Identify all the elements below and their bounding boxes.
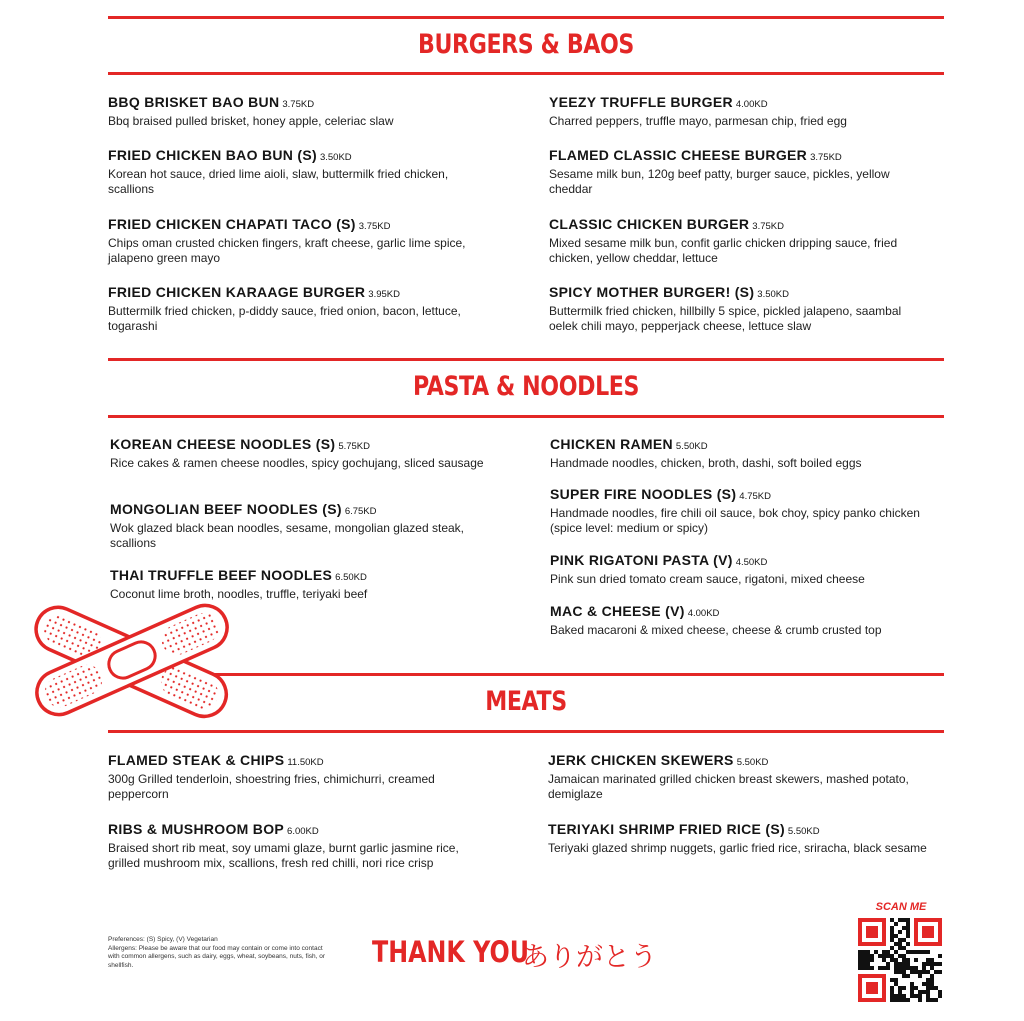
item-description: Wok glazed black bean noodles, sesame, mongolian glazed steak, scallions bbox=[110, 521, 464, 550]
menu-item bbox=[550, 603, 930, 638]
item-name: PINK RIGATONI PASTA (V) 4.50KD bbox=[550, 552, 768, 568]
menu-item bbox=[108, 94, 488, 129]
pasta-rule bbox=[108, 415, 944, 418]
item-name: RIBS & MUSHROOM BOP 6.00KD bbox=[108, 821, 319, 837]
item-price: 3.75KD bbox=[810, 152, 842, 163]
item-name: TERIYAKI SHRIMP FRIED RICE (S) 5.50KD bbox=[548, 821, 820, 837]
item-price: 4.00KD bbox=[687, 608, 720, 619]
item-price: 3.75KD bbox=[752, 221, 784, 232]
item-description: Charred peppers, truffle mayo, parmesan chip, fried egg bbox=[549, 114, 847, 128]
item-price: 4.75KD bbox=[739, 491, 771, 502]
scan-me-label: SCAN ME bbox=[875, 901, 927, 913]
section-title-meats: MEATS bbox=[485, 686, 567, 717]
item-description: Buttermilk fried chicken, hillbilly 5 spice, pickled jalapeno, saambal oelek chili mayo, pepperjack cheese, lettuce slaw bbox=[549, 304, 902, 333]
item-price: 3.50KD bbox=[319, 152, 352, 163]
item-description: Buttermilk fried chicken, p-diddy sauce, fried onion, bacon, lettuce, togarashi bbox=[108, 304, 461, 333]
item-description: Coconut lime broth, noodles, truffle, teriyaki beef bbox=[110, 587, 368, 601]
item-description: Chips oman crusted chicken fingers, kraft cheese, garlic lime spice, jalapeno green mayo bbox=[108, 236, 466, 265]
meats-rule bbox=[108, 730, 944, 733]
item-price: 3.50KD bbox=[757, 289, 789, 300]
item-description: Pink sun dried tomato cream sauce, rigatoni, mixed cheese bbox=[550, 572, 865, 586]
menu-item bbox=[108, 821, 488, 871]
menu-item bbox=[108, 216, 488, 266]
item-name: MAC & CHEESE (V) 4.00KD bbox=[550, 603, 720, 619]
item-description: Korean hot sauce, dried lime aioli, slaw, buttermilk fried chicken, scallions bbox=[108, 167, 449, 196]
item-description: Rice cakes & ramen cheese noodles, spicy gochujang, sliced sausage bbox=[110, 456, 484, 470]
menu-item bbox=[549, 284, 929, 334]
item-name: FRIED CHICKEN CHAPATI TACO (S) 3.75KD bbox=[108, 216, 391, 232]
menu-item bbox=[550, 436, 930, 471]
item-name: FLAMED CLASSIC CHEESE BURGER 3.75KD bbox=[549, 147, 842, 163]
menu-item bbox=[550, 486, 930, 536]
item-description: Sesame milk bun, 120g beef patty, burger sauce, pickles, yellow cheddar bbox=[549, 167, 890, 196]
pasta-top-rule bbox=[108, 358, 944, 361]
item-name: CHICKEN RAMEN 5.50KD bbox=[550, 436, 708, 452]
allergen-note bbox=[108, 936, 333, 970]
menu-item bbox=[549, 147, 929, 197]
allergens-text: Allergens: Please be aware that our food may contain or come into contact with common allergens, such as dairy, eggs, wheat, soybeans, nuts, fish, or shellfish. bbox=[108, 944, 326, 969]
item-price: 6.50KD bbox=[335, 572, 367, 583]
item-name: FRIED CHICKEN KARAAGE BURGER 3.95KD bbox=[108, 284, 400, 300]
thank-you-japanese: ありがとう bbox=[522, 942, 657, 972]
item-description: 300g Grilled tenderloin, shoestring fries, chimichurri, creamed peppercorn bbox=[108, 772, 435, 801]
item-name: MONGOLIAN BEEF NOODLES (S) 6.75KD bbox=[110, 501, 377, 517]
item-price: 5.50KD bbox=[675, 441, 708, 452]
item-name: YEEZY TRUFFLE BURGER 4.00KD bbox=[549, 94, 768, 110]
item-name: FLAMED STEAK & CHIPS 11.50KD bbox=[108, 752, 324, 768]
menu-item bbox=[108, 147, 488, 197]
item-name: JERK CHICKEN SKEWERS 5.50KD bbox=[548, 752, 769, 768]
qr-code-icon[interactable] bbox=[858, 918, 942, 1002]
item-price: 11.50KD bbox=[287, 757, 324, 768]
item-price: 6.75KD bbox=[344, 506, 377, 517]
thank-you-english: THANK YOU bbox=[372, 935, 530, 969]
crossed-bandage-icon bbox=[32, 600, 232, 720]
item-description: Jamaican marinated grilled chicken breast skewers, mashed potato, demiglaze bbox=[548, 772, 909, 801]
item-price: 3.75KD bbox=[358, 221, 391, 232]
item-description: Bbq braised pulled brisket, honey apple, celeriac slaw bbox=[108, 114, 394, 128]
menu-item bbox=[110, 436, 490, 471]
section-title-burgers: BURGERS & BAOS bbox=[418, 29, 634, 60]
menu-item bbox=[548, 821, 928, 856]
item-name: SUPER FIRE NOODLES (S) 4.75KD bbox=[550, 486, 771, 502]
meats-top-rule bbox=[108, 673, 944, 676]
item-name: FRIED CHICKEN BAO BUN (S) 3.50KD bbox=[108, 147, 352, 163]
menu-item bbox=[548, 752, 928, 802]
burgers-rule bbox=[108, 72, 944, 75]
item-price: 4.00KD bbox=[735, 99, 768, 110]
item-description: Baked macaroni & mixed cheese, cheese & crumb crusted top bbox=[550, 623, 882, 637]
section-title-pasta: PASTA & NOODLES bbox=[412, 371, 640, 402]
menu-item bbox=[110, 501, 490, 551]
item-description: Handmade noodles, fire chili oil sauce, bok choy, spicy panko chicken (spice level: medium or spicy) bbox=[550, 506, 920, 535]
item-price: 5.50KD bbox=[736, 757, 769, 768]
item-price: 3.95KD bbox=[368, 289, 400, 300]
menu-item bbox=[550, 552, 930, 587]
menu-item bbox=[108, 752, 488, 802]
item-price: 5.75KD bbox=[338, 441, 370, 452]
item-name: CLASSIC CHICKEN BURGER 3.75KD bbox=[549, 216, 784, 232]
menu-item bbox=[549, 94, 929, 129]
menu-item bbox=[549, 216, 929, 266]
item-description: Handmade noodles, chicken, broth, dashi, soft boiled eggs bbox=[550, 456, 862, 470]
menu-item bbox=[110, 567, 490, 602]
thank-you-banner bbox=[372, 935, 657, 972]
item-description: Braised short rib meat, soy umami glaze, burnt garlic jasmine rice, grilled mushroom mix, scallions, fresh red chilli, nori rice crisp bbox=[108, 841, 459, 870]
preferences-text: Preferences: (S) Spicy, (V) Vegetarian bbox=[108, 936, 218, 943]
item-price: 5.50KD bbox=[787, 826, 820, 837]
item-price: 4.50KD bbox=[735, 557, 768, 568]
item-description: Teriyaki glazed shrimp nuggets, garlic fried rice, sriracha, black sesame bbox=[548, 841, 927, 855]
top-rule bbox=[108, 16, 944, 19]
item-name: THAI TRUFFLE BEEF NOODLES 6.50KD bbox=[110, 567, 367, 583]
item-name: SPICY MOTHER BURGER! (S) 3.50KD bbox=[549, 284, 789, 300]
item-name: BBQ BRISKET BAO BUN 3.75KD bbox=[108, 94, 315, 110]
item-price: 6.00KD bbox=[287, 826, 319, 837]
item-price: 3.75KD bbox=[282, 99, 315, 110]
item-description: Mixed sesame milk bun, confit garlic chicken dripping sauce, fried chicken, yellow cheddar, lettuce bbox=[549, 236, 898, 265]
menu-item bbox=[108, 284, 488, 334]
item-name: KOREAN CHEESE NOODLES (S) 5.75KD bbox=[110, 436, 370, 452]
